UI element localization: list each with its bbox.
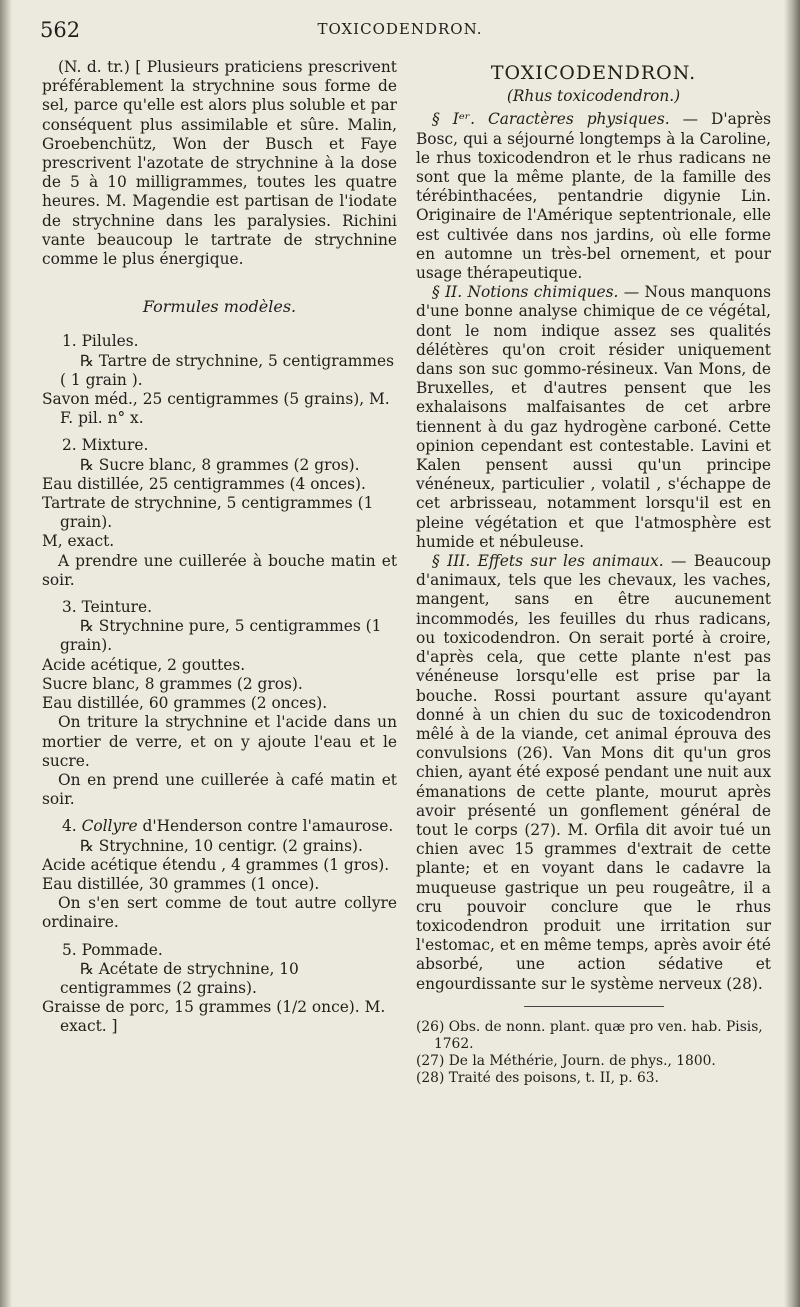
formula-3-line-4: Eau distillée, 60 grammes (2 onces). [42,694,328,713]
section-2-paragraph [416,283,771,552]
footnote-28: (28) Traité des poisons, t. II, p. 63. [416,1069,659,1086]
section-3-text: — Beaucoup d'animaux, tels que les chevaux, les vaches, mangent, sans en être aucunement incommodés, les feuilles du rhus radicans, ou toxicodendron. On serait porté à croire, d'après cela, que cette plante n'est pas vénéneuse lorsqu'elle est prise par la bouche. Rossi pourtant assure qu'ayant donné à un chien du suc de toxicodendron mêlé à de la viande, cet animal éprouva des convulsions (26). Van Mons dit qu'un gros chien, ayant été exposé pendant une nuit aux émanations de cette plante, mourut après avoir présenté un gonflement général de tout le corps (27). M. Orfila dit avoir tué un chien avec 15 grammes d'extrait de cette plante; et en voyant dans le cadavre la muqueuse gastrique un peu rougeâtre, il a cru pouvoir conclure que le rhus toxicodendron produit une irritation sur l'estomac, et en même temps, après avoir été absorbé, une action sédative et engourdissante sur le système nerveux (28). [416,552,771,993]
article-title: TOXICODENDRON. [490,62,697,84]
formula-2-line-5: A prendre une cuillerée à bouche matin et soir. [42,551,397,589]
article-subtitle: (Rhus toxicodendron.) [506,87,681,106]
formula-4-line-1: ℞ Strychnine, 10 centigr. (2 grains). [80,836,363,855]
footnote-26: (26) Obs. de nonn. plant. quæ pro ven. hab. Pisis, 1762. [416,1018,763,1052]
formula-2-line-4: M, exact. [42,532,115,551]
formula-1-title: 1. Pilules. [62,332,139,351]
formula-2-line-3: Tartrate de strychnine, 5 centigrammes (1 grain). [42,494,374,532]
right-column [416,58,771,1087]
page-edge-shadow [784,0,800,1307]
left-column [42,58,397,1037]
footnote-separator [524,1006,664,1007]
formula-3-line-2: Acide acétique, 2 gouttes. [42,655,246,674]
formula-2-line-2: Eau distillée, 25 centigrammes (4 onces). [42,474,366,493]
formula-4-line-2: Acide acétique étendu , 4 grammes (1 gros). [42,855,390,874]
formula-4-rest: d'Henderson contre l'amaurose. [137,817,394,836]
running-head: TOXICODENDRON. [317,20,483,38]
formula-3-line-6: On en prend une cuillerée à café matin et soir. [42,770,397,809]
formula-4-word: Collyre [81,817,138,836]
formula-3-line-5: On triture la strychnine et l'acide dans un mortier de verre, et on y ajoute l'eau et le sucre. [42,713,397,770]
footnote-27: (27) De la Méthérie, Journ. de phys., 1800. [416,1052,716,1069]
formula-4-number: 4. [62,817,77,836]
formula-5-line-2: Graisse de porc, 15 grammes (1/2 once). M. exact. ] [42,998,386,1036]
page-number: 562 [40,18,81,42]
section-1-paragraph [416,110,771,283]
formula-2-line-1: ℞ Sucre blanc, 8 grammes (2 gros). [80,455,360,474]
section-1-heading: § Iᵉʳ. Caractères physiques. [432,110,670,129]
formula-5-line-1: ℞ Acétate de strychnine, 10 centigrammes (2 grains). [60,959,299,997]
section-2-heading: § II. Notions chimiques. [432,283,619,302]
formula-3-line-3: Sucre blanc, 8 grammes (2 gros). [42,674,303,693]
formula-5-title: 5. Pommade. [62,940,163,959]
formulas-heading: Formules modèles. [142,297,297,317]
page-binding-shadow [0,0,12,1307]
formula-2-title: 2. Mixture. [62,436,149,455]
section-2-text: — Nous manquons d'une bonne analyse chimique de ce végétal, dont le nom indique assez ses qualités délétères qu'on croit résider uniquement dans son suc gommo-résineux. Van Mons, de Bruxelles, et d'autres pensent que les exhalaisons malfaisantes de cet arbre tiennent à du gaz hydrogène carboné. Cette opinion cependant est contestable. Lavini et Kalen pensent aussi qu'un principe vénéneux, particulier , volatil , s'échappe de cet arbrisseau, notamment lorsqu'il est en pleine végétation et que l'atmosphère est humide et nébuleuse. [416,283,771,551]
section-3-paragraph [416,552,771,994]
intro-paragraph: (N. d. tr.) [ Plusieurs praticiens prescrivent préférablement la strychnine sous forme de sel, parce qu'elle est alors plus soluble et par conséquent plus assimilable et sûre. Malin, Groebenchütz, Won der Busch et Faye prescrivent l'azotate de strychnine à la dose de 5 à 10 milligrammes, toutes les quatre heures. M. Magendie est partisan de l'iodate de strychnine dans les paralysies. Richini vante beaucoup le tartrate de strychnine comme le plus énergique. [42,58,397,269]
page-header [40,18,760,48]
formula-1-line-2: Savon méd., 25 centigrammes (5 grains), M. F. pil. n° x. [42,390,390,428]
footnotes [416,1019,771,1087]
formula-3-title: 3. Teinture. [62,598,153,617]
section-1-text: — D'après Bosc, qui a séjourné longtemps à la Caroline, le rhus toxicodendron et le rhus radicans ne sont que la même plante, de la famille des térébinthacées, pentandrie digynie Lin. Originaire de l'Amérique septentrionale, elle est cultivée dans nos jardins, où elle forme en automne un très-bel ornement, et pour usage thérapeutique. [416,110,771,283]
formula-1-line-1: ℞ Tartre de strychnine, 5 centigrammes ( 1 grain ). [60,351,395,389]
formula-4-line-4: On s'en sert comme de tout autre collyre ordinaire. [42,894,397,932]
formula-4-title [42,817,397,836]
formula-3-line-1: ℞ Strychnine pure, 5 centigrammes (1 grain). [60,617,382,655]
section-3-heading: § III. Effets sur les animaux. [432,552,664,571]
formula-4-line-3: Eau distillée, 30 grammes (1 once). [42,874,320,893]
